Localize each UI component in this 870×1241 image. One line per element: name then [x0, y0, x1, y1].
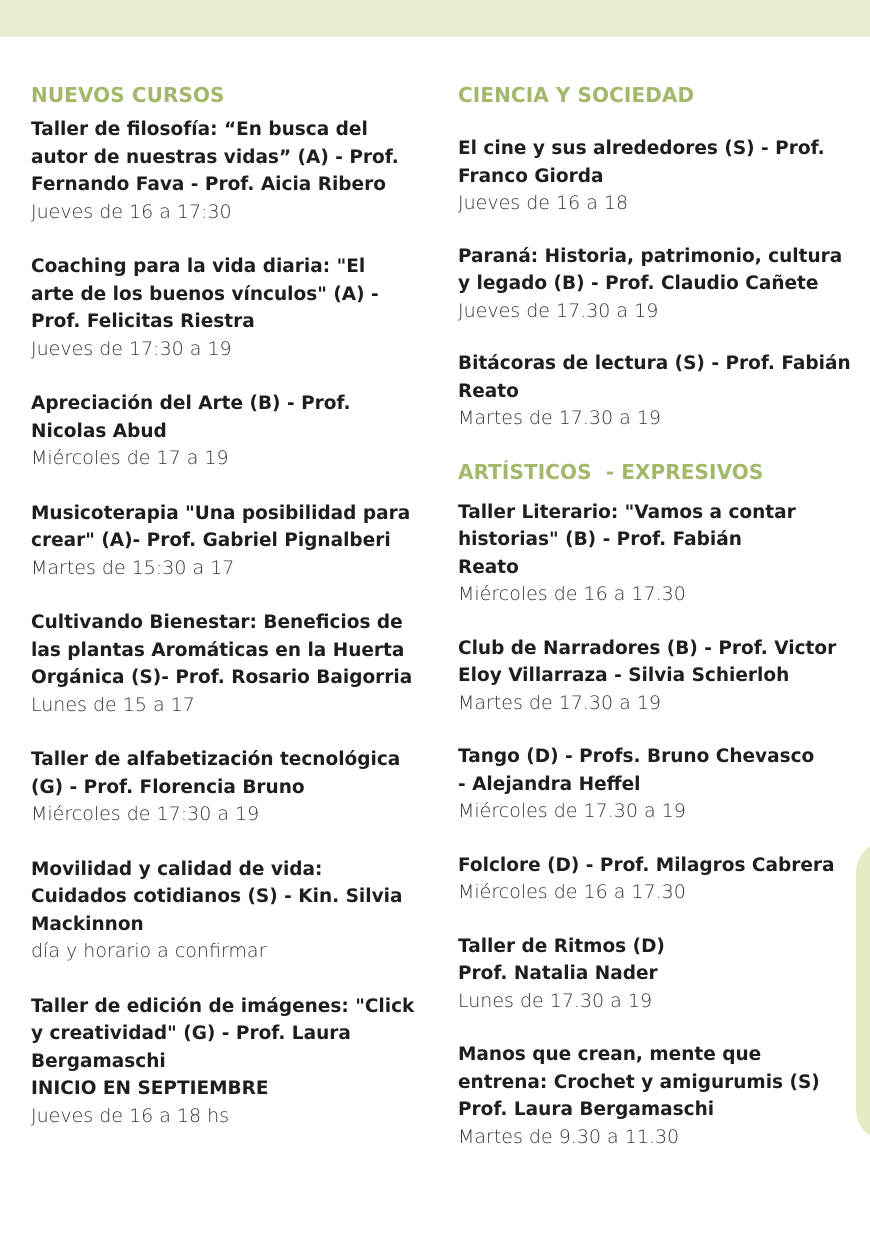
- course-item: [31, 500, 423, 583]
- course-schedule: Jueves de 16 a 18 hs: [31, 1104, 230, 1127]
- course-item: [458, 499, 856, 609]
- course-schedule: Martes de 17.30 a 19: [458, 407, 662, 429]
- course-title: Taller de filosofía: “En busca del autor de nuestras vidas” (A) - Prof. Fernando Fava - Prof. Aicia Ribero: [31, 119, 399, 195]
- course-item: [458, 635, 856, 718]
- course-schedule: Martes de 15:30 a 17: [31, 556, 235, 579]
- course-title: Coaching para la vida diaria: "El arte de los buenos vínculos" (A) - Prof. Felicitas Riestra: [31, 256, 379, 332]
- course-title: Tango (D) - Profs. Bruno Chevasco - Alejandra Heffel: [458, 746, 815, 795]
- course-item: [458, 933, 856, 1016]
- course-schedule: Miércoles de 17:30 a 19: [31, 803, 260, 825]
- course-title: Taller Literario: "Vamos a contar historias" (B) - Prof. Fabián Reato: [458, 501, 796, 578]
- left-column: [31, 80, 423, 1130]
- course-title: [458, 638, 836, 714]
- course-item: [458, 243, 856, 326]
- course-teacher: Prof. Laura Bergamaschi: [458, 1099, 715, 1120]
- course-schedule: Jueves de 17:30 a 19: [31, 337, 232, 360]
- section-title-ciencia-y-sociedad: CIENCIA Y SOCIEDAD: [458, 83, 695, 107]
- course-item: [458, 1041, 856, 1151]
- course-schedule: Martes de 17.30 a 19: [458, 691, 662, 714]
- course-item: [31, 116, 423, 226]
- course-title: Taller de edición de imágenes: "Click y creatividad" (G) - Prof. Laura Bergamaschi: [31, 995, 415, 1072]
- course-schedule: Lunes de 17.30 a 19: [458, 989, 653, 1012]
- course-item: [31, 609, 423, 719]
- course-schedule: día y horario a confirmar: [31, 940, 267, 962]
- course-item: [31, 253, 423, 363]
- course-item: [31, 993, 423, 1131]
- course-schedule: Jueves de 17.30 a 19: [458, 299, 659, 322]
- course-title: El cine y sus alrededores (S) - Prof. Franco Giorda: [458, 138, 825, 187]
- course-title: Movilidad y calidad de vida: Cuidados cotidianos (S) - Kin. Silvia Mackinnon: [31, 858, 403, 935]
- side-tab: [856, 842, 870, 1140]
- course-schedule: Miércoles de 16 a 17.30: [458, 881, 686, 903]
- top-band: [0, 0, 870, 37]
- course-item: [31, 390, 423, 473]
- course-item: [458, 350, 856, 433]
- course-title: Musicoterapia "Una posibilidad para crear" (A)- Prof. Gabriel Pignalberi: [31, 502, 411, 551]
- course-title: Taller de Ritmos (D): [458, 935, 665, 957]
- course-schedule: Miércoles de 16 a 17.30: [458, 583, 686, 605]
- course-schedule: Miércoles de 17.30 a 19: [458, 800, 686, 822]
- course-teacher: Prof. Natalia Nader: [458, 963, 658, 984]
- course-schedule: Martes de 9.30 a 11.30: [458, 1125, 680, 1148]
- course-item: [31, 856, 423, 966]
- course-title: Apreciación del Arte (B) - Prof. Nicolas Abud: [31, 393, 351, 442]
- course-item: [31, 746, 423, 829]
- course-item: [458, 852, 856, 907]
- course-schedule: Miércoles de 17 a 19: [31, 447, 229, 469]
- course-item: [458, 135, 856, 218]
- course-schedule: Jueves de 16 a 17:30: [31, 200, 232, 223]
- course-title: Bitácoras de lectura (S) - Prof. Fabián Reato: [458, 353, 851, 402]
- course-title-text: Club de Narradores (B) - Prof. Victor Eloy Villarraza - Silvia Schierloh: [458, 637, 837, 686]
- right-column: [458, 80, 856, 1151]
- course-item: [458, 743, 856, 826]
- course-title: Folclore (D) - Prof. Milagros Cabrera: [458, 854, 835, 876]
- section-title-artisticos-expresivos: ARTÍSTICOS - EXPRESIVOS: [458, 459, 764, 484]
- section-title-nuevos-cursos: NUEVOS CURSOS: [31, 83, 225, 107]
- course-title: Paraná: Historia, patrimonio, cultura y legado (B) - Prof. Claudio Cañete: [458, 245, 843, 294]
- course-start-note: INICIO EN SEPTIEMBRE: [31, 1078, 269, 1099]
- course-title: Taller de alfabetización tecnológica (G) - Prof. Florencia Bruno: [31, 749, 401, 798]
- course-title: Cultivando Bienestar: Beneficios de las plantas Aromáticas en la Huerta Orgánica (S)- Prof. Rosario Baigorria: [31, 612, 413, 688]
- course-schedule: Jueves de 16 a 18: [458, 192, 629, 214]
- course-title: Manos que crean, mente que entrena: Crochet y amigurumis (S): [458, 1044, 820, 1093]
- course-schedule: Lunes de 15 a 17: [31, 693, 195, 716]
